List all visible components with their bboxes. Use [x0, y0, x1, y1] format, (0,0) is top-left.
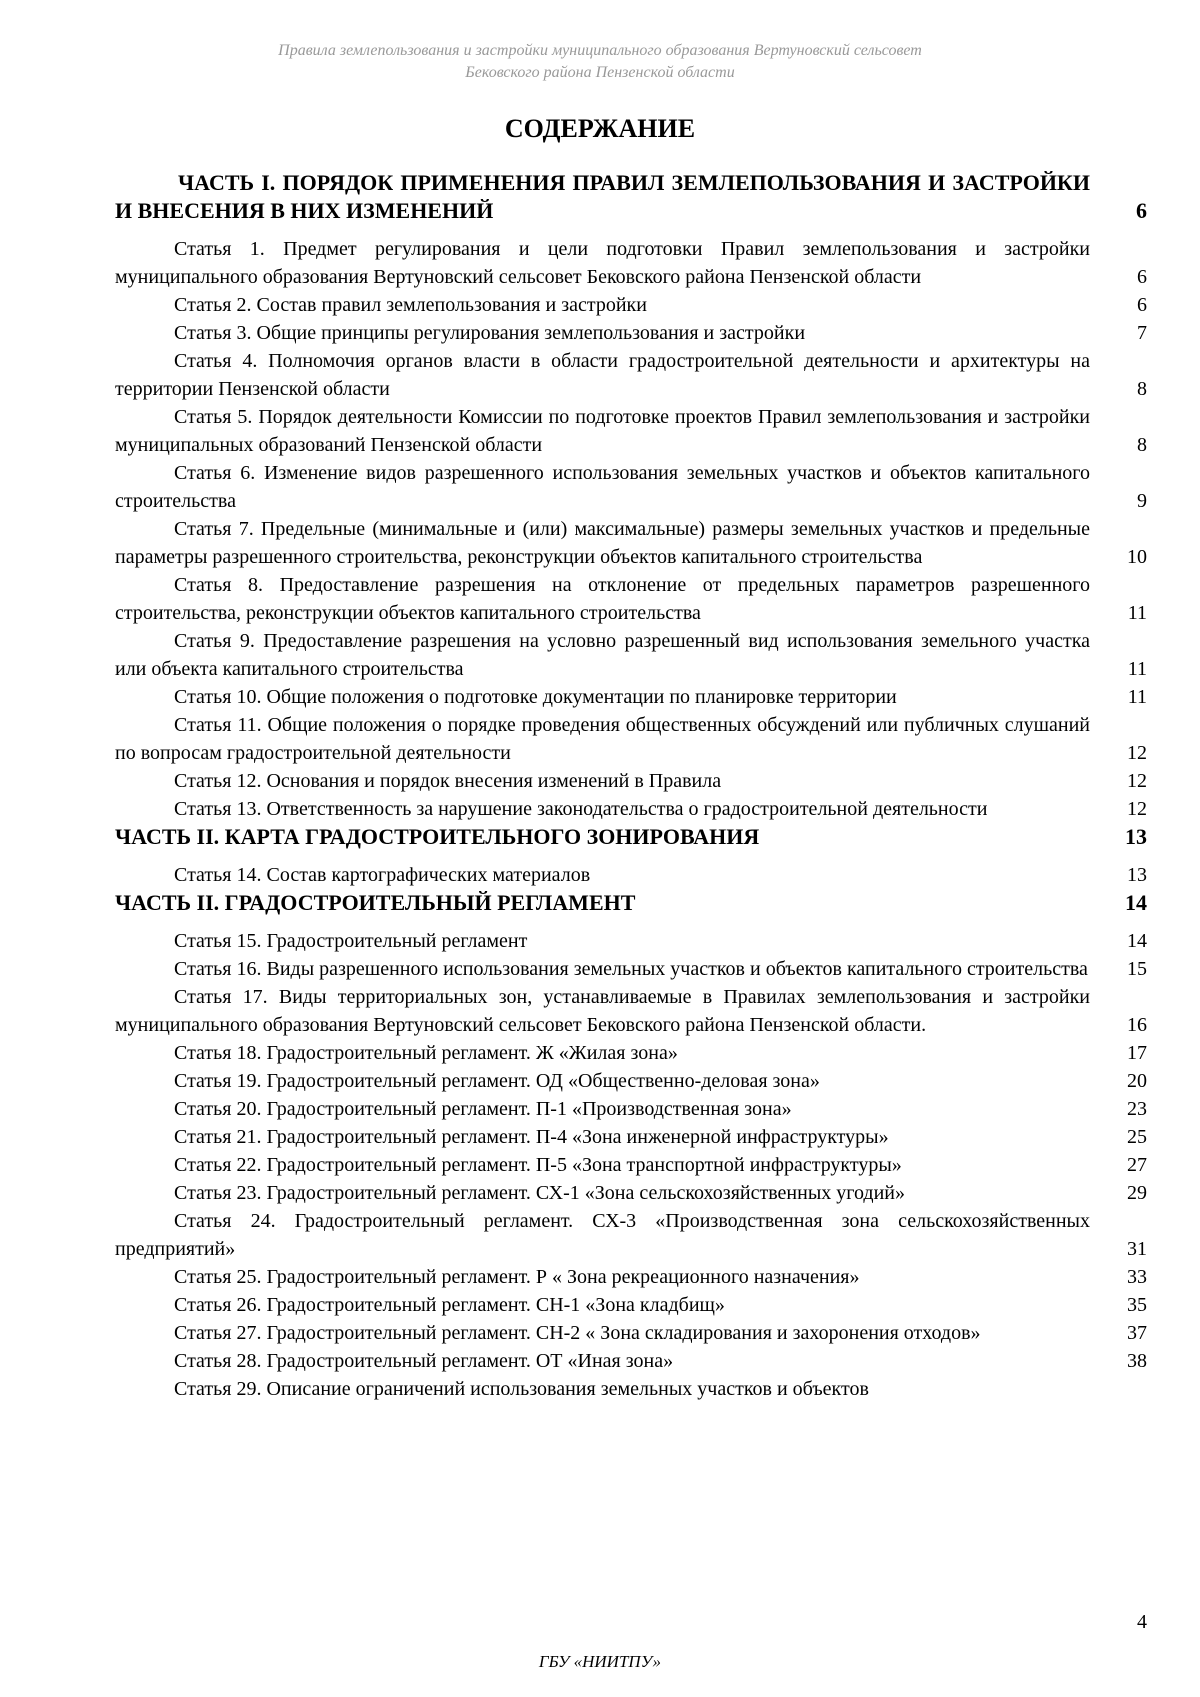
toc-entry-text: ЧАСТЬ I. ПОРЯДОК ПРИМЕНЕНИЯ ПРАВИЛ ЗЕМЛЕПОЛЬЗОВАНИЯ И ЗАСТРОЙКИ И ВНЕСЕНИЯ В НИХ ИЗМЕНЕНИЙ	[115, 170, 1090, 223]
toc-entry-page: 27	[1127, 1154, 1147, 1176]
toc-entry-text: Статья 9. Предоставление разрешения на условно разрешенный вид использования земельного участка или объекта капитального строительства	[115, 630, 1090, 680]
toc-entry-page: 12	[1127, 798, 1147, 820]
toc-entry-text: Статья 19. Градостроительный регламент. ОД «Общественно-деловая зона»	[174, 1070, 820, 1092]
toc-article-entry	[115, 291, 1147, 319]
toc-entry-page: 35	[1127, 1294, 1147, 1316]
toc-entry-page: 10	[1127, 546, 1147, 568]
toc-entry-text: ЧАСТЬ II. КАРТА ГРАДОСТРОИТЕЛЬНОГО ЗОНИРОВАНИЯ	[115, 824, 760, 849]
toc-article-entry	[115, 571, 1147, 627]
toc-entry-page: 11	[1127, 686, 1147, 708]
toc-entry-text: Статья 14. Состав картографических материалов	[174, 864, 591, 886]
toc-entry-page: 20	[1127, 1070, 1147, 1092]
page-number: 4	[1137, 1611, 1147, 1633]
toc-part-heading	[115, 889, 1147, 917]
toc-entry-page: 12	[1127, 770, 1147, 792]
toc-entry-page: 15	[1127, 958, 1147, 980]
toc-entry-text: Статья 6. Изменение видов разрешенного использования земельных участков и объектов капитального строительства	[115, 462, 1090, 512]
toc-entry-page: 33	[1127, 1266, 1147, 1288]
toc-entry-text: Статья 21. Градостроительный регламент. П-4 «Зона инженерной инфраструктуры»	[174, 1126, 889, 1148]
toc-entry-text: Статья 16. Виды разрешенного использования земельных участков и объектов капитального строительства	[174, 958, 1088, 980]
toc-entry-text: Статья 4. Полномочия органов власти в области градостроительной деятельности и архитектуры на территории Пензенской области	[115, 350, 1090, 400]
toc-article-entry	[115, 1263, 1147, 1291]
toc-article-entry	[115, 1123, 1147, 1151]
toc-article-entry	[115, 983, 1147, 1039]
toc-entry-text: Статья 25. Градостроительный регламент. Р « Зона рекреационного назначения»	[174, 1266, 860, 1288]
toc-article-entry	[115, 955, 1147, 983]
toc-entry-page: 38	[1127, 1350, 1147, 1372]
toc-entry-page: 11	[1127, 658, 1147, 680]
toc-entry-text: Статья 1. Предмет регулирования и цели подготовки Правил землепользования и застройки муниципального образования Вертуновский сельсовет Бековского района Пензенской области	[115, 238, 1090, 288]
toc-entry-page: 13	[1125, 824, 1147, 849]
toc-article-entry	[115, 1207, 1147, 1263]
toc-entry-text: Статья 24. Градостроительный регламент. СХ-3 «Производственная зона сельскохозяйственных предприятий»	[115, 1210, 1090, 1260]
toc-entry-text: Статья 29. Описание ограничений использования земельных участков и объектов	[174, 1378, 869, 1400]
toc-entry-page: 17	[1127, 1042, 1147, 1064]
toc-entry-page: 12	[1127, 742, 1147, 764]
toc-part-heading	[115, 169, 1147, 225]
table-of-contents	[115, 169, 1147, 1403]
toc-entry-text: Статья 17. Виды территориальных зон, устанавливаемые в Правилах землепользования и застройки муниципального образования Вертуновский сельсовет Бековского района Пензенской области.	[115, 986, 1090, 1036]
toc-article-entry	[115, 1347, 1147, 1375]
toc-entry-page: 31	[1127, 1238, 1147, 1260]
toc-entry-text: Статья 10. Общие положения о подготовке документации по планировке территории	[174, 686, 897, 708]
header-line-1: Правила землепользования и застройки муниципального образования Вертуновский сельсовет	[278, 42, 922, 59]
toc-entry-page: 14	[1127, 930, 1147, 952]
toc-entry-page: 14	[1125, 890, 1147, 915]
toc-article-entry	[115, 1319, 1147, 1347]
toc-article-entry	[115, 711, 1147, 767]
toc-article-entry	[115, 1375, 1147, 1403]
toc-entry-text: Статья 15. Градостроительный регламент	[174, 930, 528, 952]
toc-entry-text: Статья 26. Градостроительный регламент. СН-1 «Зона кладбищ»	[174, 1294, 725, 1316]
toc-entry-page: 8	[1137, 378, 1147, 400]
toc-article-entry	[115, 627, 1147, 683]
toc-title: СОДЕРЖАНИЕ	[504, 114, 696, 143]
toc-entry-text: ЧАСТЬ II. ГРАДОСТРОИТЕЛЬНЫЙ РЕГЛАМЕНТ	[115, 890, 636, 915]
toc-entry-text: Статья 8. Предоставление разрешения на отклонение от предельных параметров разрешенного строительства, реконструкции объектов капитального строительства	[115, 574, 1090, 624]
toc-part-heading	[115, 823, 1147, 851]
toc-entry-page: 6	[1137, 266, 1147, 288]
toc-article-entry	[115, 1067, 1147, 1095]
toc-article-entry	[115, 1151, 1147, 1179]
toc-entry-text: Статья 28. Градостроительный регламент. ОТ «Иная зона»	[174, 1350, 674, 1372]
toc-article-entry	[115, 403, 1147, 459]
running-header	[0, 40, 1200, 84]
toc-entry-page: 29	[1127, 1182, 1147, 1204]
header-line-2: Бековского района Пензенской области	[465, 64, 735, 81]
toc-entry-page: 13	[1127, 864, 1147, 886]
toc-article-entry	[115, 235, 1147, 291]
toc-article-entry	[115, 927, 1147, 955]
toc-article-entry	[115, 347, 1147, 403]
toc-entry-page: 16	[1127, 1014, 1147, 1036]
toc-entry-text: Статья 27. Градостроительный регламент. СН-2 « Зона складирования и захоронения отходов»	[174, 1322, 981, 1344]
toc-entry-text: Статья 3. Общие принципы регулирования землепользования и застройки	[174, 322, 806, 344]
toc-entry-page: 6	[1137, 294, 1147, 316]
toc-article-entry	[115, 515, 1147, 571]
toc-article-entry	[115, 683, 1147, 711]
toc-article-entry	[115, 319, 1147, 347]
toc-entry-text: Статья 11. Общие положения о порядке проведения общественных обсуждений или публичных слушаний по вопросам градостроительной деятельности	[115, 714, 1090, 764]
toc-entry-page: 6	[1136, 198, 1147, 223]
toc-entry-page: 25	[1127, 1126, 1147, 1148]
toc-entry-text: Статья 7. Предельные (минимальные и (или) максимальные) размеры земельных участков и предельные параметры разрешенного строительства, реконструкции объектов капитального строительства	[115, 518, 1090, 568]
toc-entry-page: 11	[1127, 602, 1147, 624]
page-footer: ГБУ «НИИТПУ»	[538, 1652, 662, 1671]
toc-entry-text: Статья 20. Градостроительный регламент. П-1 «Производственная зона»	[174, 1098, 792, 1120]
toc-entry-text: Статья 18. Градостроительный регламент. Ж «Жилая зона»	[174, 1042, 678, 1064]
toc-entry-page: 8	[1137, 434, 1147, 456]
toc-entry-text: Статья 23. Градостроительный регламент. СХ-1 «Зона сельскохозяйственных угодий»	[174, 1182, 905, 1204]
toc-article-entry	[115, 795, 1147, 823]
toc-entry-page: 37	[1127, 1322, 1147, 1344]
toc-article-entry	[115, 1095, 1147, 1123]
toc-article-entry	[115, 1291, 1147, 1319]
toc-article-entry	[115, 459, 1147, 515]
toc-entry-page: 23	[1127, 1098, 1147, 1120]
toc-article-entry	[115, 1179, 1147, 1207]
toc-entry-text: Статья 5. Порядок деятельности Комиссии по подготовке проектов Правил землепользования и застройки муниципальных образований Пензенской области	[115, 406, 1090, 456]
toc-entry-page: 7	[1137, 322, 1147, 344]
toc-entry-text: Статья 12. Основания и порядок внесения изменений в Правила	[174, 770, 722, 792]
toc-entry-text: Статья 13. Ответственность за нарушение законодательства о градостроительной деятельности	[174, 798, 988, 820]
toc-entry-page: 9	[1137, 490, 1147, 512]
toc-article-entry	[115, 861, 1147, 889]
toc-entry-text: Статья 22. Градостроительный регламент. П-5 «Зона транспортной инфраструктуры»	[174, 1154, 902, 1176]
toc-article-entry	[115, 767, 1147, 795]
toc-article-entry	[115, 1039, 1147, 1067]
toc-entry-text: Статья 2. Состав правил землепользования и застройки	[174, 294, 647, 316]
